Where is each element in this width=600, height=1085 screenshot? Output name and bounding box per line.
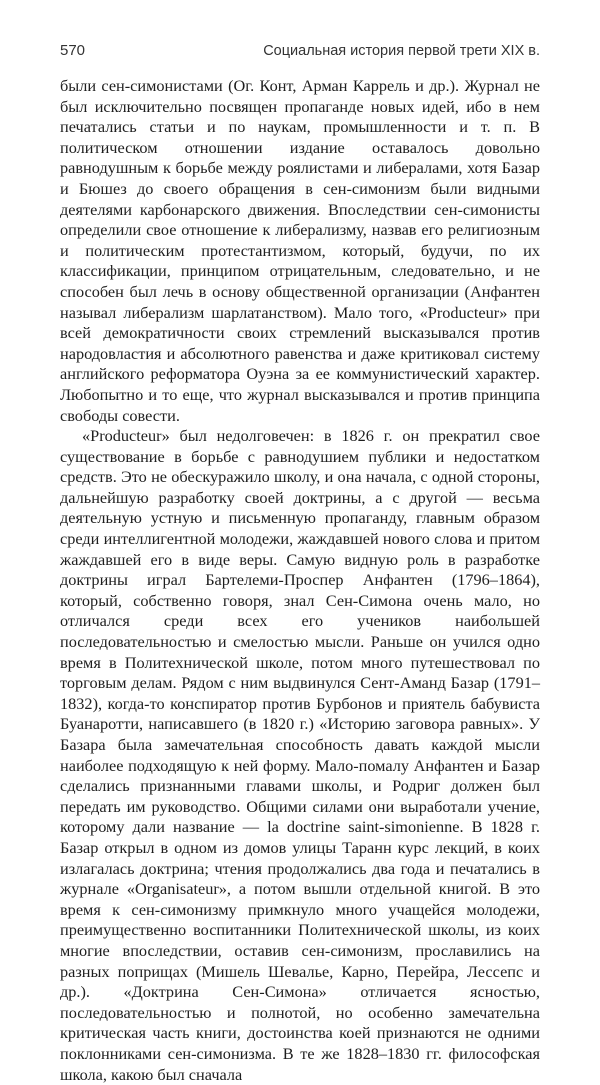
running-header bbox=[60, 42, 540, 59]
paragraph-continued: были сен-симонистами (Ог. Конт, Арман Каррель и др.). Журнал не был исключительно посвящен пропаганде новых идей, ибо в нем печатались статьи и по наукам, промышленности и т. п. В политическом отношении издание оставалось довольно равнодушным к борьбе между роялистами и либералами, хотя Базар и Бюшез до своего обращения в сен-симонизм были видными деятелями карбонарского движения. Впоследствии сен-симонисты определили свое отношение к либерализму, назвав его религиозным и политическим протестантизмом, который, будучи, по их классификации, принципом отрицательным, следовательно, и не способен был лечь в основу общественной организации (Анфантен называл либерализм шарлатанством). Мало того, «Producteur» при всей демократичности своих стремлений высказывался против народовластия и абсолютного равенства и даже критиковал систему английского реформатора Оуэна за ее коммунистический характер. Любопытно и то еще, что журнал высказывался и против принципа свободы совести. bbox=[60, 76, 540, 425]
running-title: Социальная история первой трети XIX в. bbox=[263, 43, 540, 59]
body-text bbox=[60, 76, 540, 1085]
page-number: 570 bbox=[60, 42, 86, 59]
paragraph-producteur: «Producteur» был недолговечен: в 1826 г. он прекратил свое существование в борьбе с равнодушием публики и недостатком средств. Это не обескуражило школу, и она начала, с одной стороны, дальнейшую разработку своей доктрины, а с другой — весьма деятельную устную и письменную пропаганду, главным образом среди интеллигентной молодежи, жаждавшей нового слова и притом жаждавшей его в виде веры. Самую видную роль в разработке доктрины играл Бартелеми-Проспер Анфантен (1796–1864), который, собственно говоря, знал Сен-Симона очень мало, но отличался среди всех его учеников наибольшей последовательностью и смелостью мысли. Раньше он учился одно время в Политехнической школе, потом много путешествовал по торговым делам. Рядом с ним выдвинулся Сент-Аманд Базар (1791–1832), когда-то конспиратор против Бурбонов и приятель бабувиста Буанаротти, написавшего (в 1820 г.) «Историю заговора равных». У Базара была замечательная способность давать каждой мысли наиболее подходящую к ней форму. Мало-помалу Анфантен и Базар сделались признанными главами школы, и Родриг должен был передать им руководство. Общими силами они выработали учение, которому дали название — la doctrine saint-simonienne. В 1828 г. Базар открыл в одном из домов улицы Таранн курс лекций, в коих излагалась доктрина; чтения продолжались два года и печатались в журнале «Organisateur», а потом вышли отдельной книгой. В это время к сен-симонизму примкнуло много учащейся молодежи, преимущественно воспитанники Политехнической школы, из коих многие впоследствии, оставив сен-симонизм, прославились на разных поприщах (Мишель Шевалье, Карно, Перейра, Лессепс и др.). «Доктрина Сен-Симона» отличается ясностью, последовательностью и полнотой, но особенно замечательна критическая часть книги, достоинства коей признаются не одними поклонниками сен-симонизма. В те же 1828–1830 гг. философская школа, какою был сначала bbox=[60, 426, 540, 1084]
